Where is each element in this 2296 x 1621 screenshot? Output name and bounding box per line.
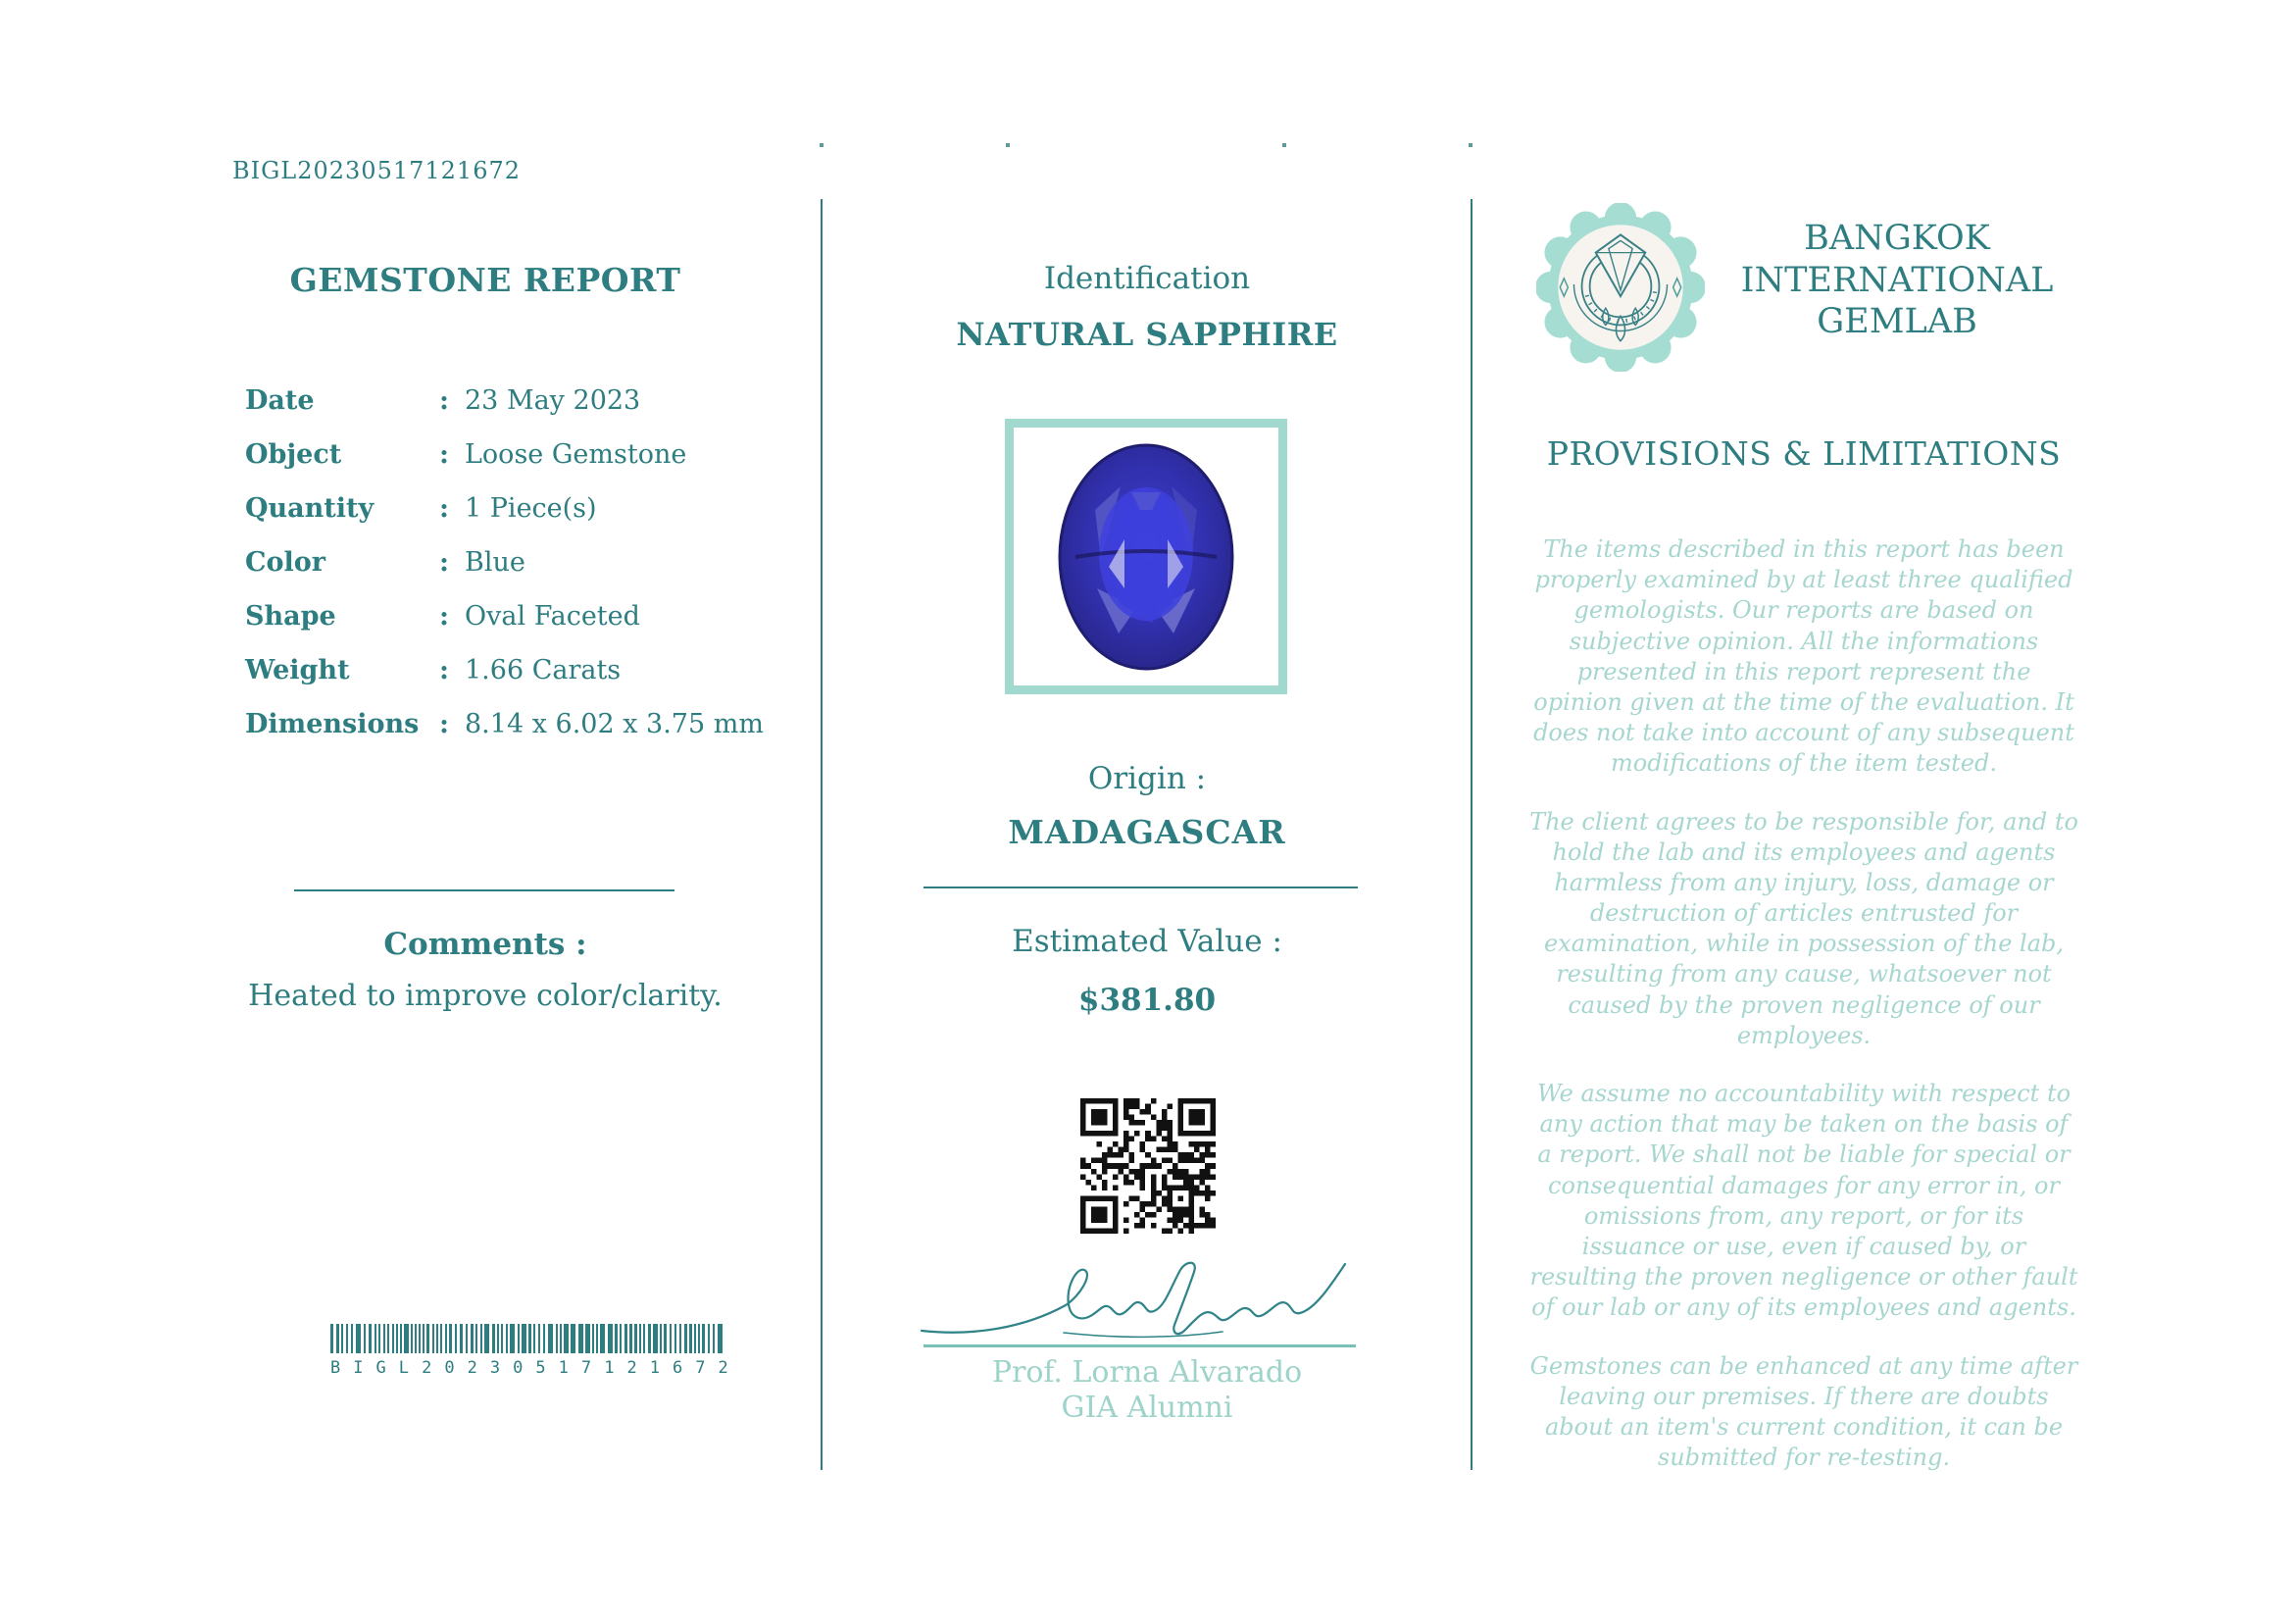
field-colon: : <box>439 385 449 416</box>
field-label: Shape <box>245 601 336 632</box>
field-label: Object <box>245 439 342 470</box>
column-divider <box>821 199 823 1470</box>
gem-photo-frame <box>1005 419 1287 694</box>
field-row <box>245 697 774 751</box>
field-colon: : <box>439 439 449 470</box>
barcode-icon <box>330 1324 728 1353</box>
origin-value: MADAGASCAR <box>1008 813 1286 851</box>
registration-dot <box>820 143 824 147</box>
barcode <box>330 1324 728 1378</box>
provision-paragraph: The client agrees to be responsible for, and to hold the lab and its employees and agents harmless from any injury, loss, damage or destruction of articles entrusted for examination, while in possession of the lab, resulting from any cause, whatsoever not caused by the proven negligence of our employees. <box>1529 807 2078 1049</box>
provisions-title: PROVISIONS & LIMITATIONS <box>1546 434 2062 473</box>
field-colon: : <box>439 493 449 524</box>
field-colon: : <box>439 601 449 632</box>
provision-paragraph: Gemstones can be enhanced at any time after leaving our premises. If there are doubts about an item's current condition, it can be submitted for re-testing. <box>1529 1351 2078 1472</box>
signatory-name: Prof. Lorna Alvarado <box>991 1355 1303 1390</box>
estimated-value-amount: $381.80 <box>1077 983 1217 1018</box>
divider-line <box>294 889 674 891</box>
provisions-paragraphs <box>1529 534 2078 1500</box>
field-label: Quantity <box>245 493 374 524</box>
column-divider <box>1471 199 1472 1470</box>
field-row <box>245 535 774 589</box>
field-value: 8.14 x 6.02 x 3.75 mm <box>465 709 764 739</box>
divider-line <box>923 886 1358 888</box>
field-row <box>245 643 774 697</box>
field-value: Oval Faceted <box>465 601 640 632</box>
lab-name: BANGKOK INTERNATIONAL GEMLAB <box>1740 219 2054 342</box>
field-label: Date <box>245 385 315 416</box>
origin-label: Origin : <box>1087 761 1207 796</box>
signature-icon <box>917 1258 1353 1348</box>
comments-label: Comments : <box>383 927 587 962</box>
barcode-text: B I G L 2 0 2 3 0 5 1 7 1 2 1 6 7 2 <box>330 1358 728 1378</box>
report-number: BIGL20230517121672 <box>232 157 521 184</box>
field-value: Blue <box>465 547 525 578</box>
field-value: 1.66 Carats <box>465 655 622 685</box>
gemstone-fields-list <box>245 374 774 751</box>
sapphire-photo <box>1058 441 1234 673</box>
estimated-value-label: Estimated Value : <box>1012 924 1282 959</box>
comments-text: Heated to improve color/clarity. <box>248 979 723 1013</box>
field-colon: : <box>439 547 449 578</box>
qr-code-icon <box>1080 1098 1216 1234</box>
gem-lab-seal-icon <box>1536 203 1705 372</box>
field-colon: : <box>439 709 449 739</box>
field-label: Color <box>245 547 325 578</box>
field-label: Dimensions <box>245 709 420 739</box>
field-value: Loose Gemstone <box>465 439 687 470</box>
field-row <box>245 374 774 428</box>
field-value: 1 Piece(s) <box>465 493 597 524</box>
field-label: Weight <box>245 655 350 685</box>
identification-label: Identification <box>1043 261 1251 296</box>
field-row <box>245 481 774 535</box>
registration-dot <box>1282 143 1286 147</box>
field-value: 23 May 2023 <box>465 385 641 416</box>
identification-value: NATURAL SAPPHIRE <box>956 316 1338 353</box>
signatory-title: GIA Alumni <box>1061 1391 1233 1425</box>
provision-paragraph: The items described in this report has been properly examined by at least three qualified gemologists. Our reports are based on subjective opinion. All the informations presented in this report represent the opinion given at the time of the evaluation. It does not take into account of any subsequent modifications of the item tested. <box>1533 535 2074 778</box>
field-row <box>245 428 774 481</box>
registration-dot <box>1006 143 1010 147</box>
field-colon: : <box>439 655 449 685</box>
provision-paragraph: We assume no accountability with respect to any action that may be taken on the basis of a report. We shall not be liable for special or consequential damages for any error in, or omissions from, any report, or for its issuance or use, even if caused by, or resulting the proven negligence or other fault of our lab or any of its employees and agents. <box>1529 1080 2078 1322</box>
registration-dot <box>1469 143 1472 147</box>
page-title: GEMSTONE REPORT <box>289 261 681 299</box>
signature-line <box>923 1344 1356 1347</box>
field-row <box>245 589 774 643</box>
